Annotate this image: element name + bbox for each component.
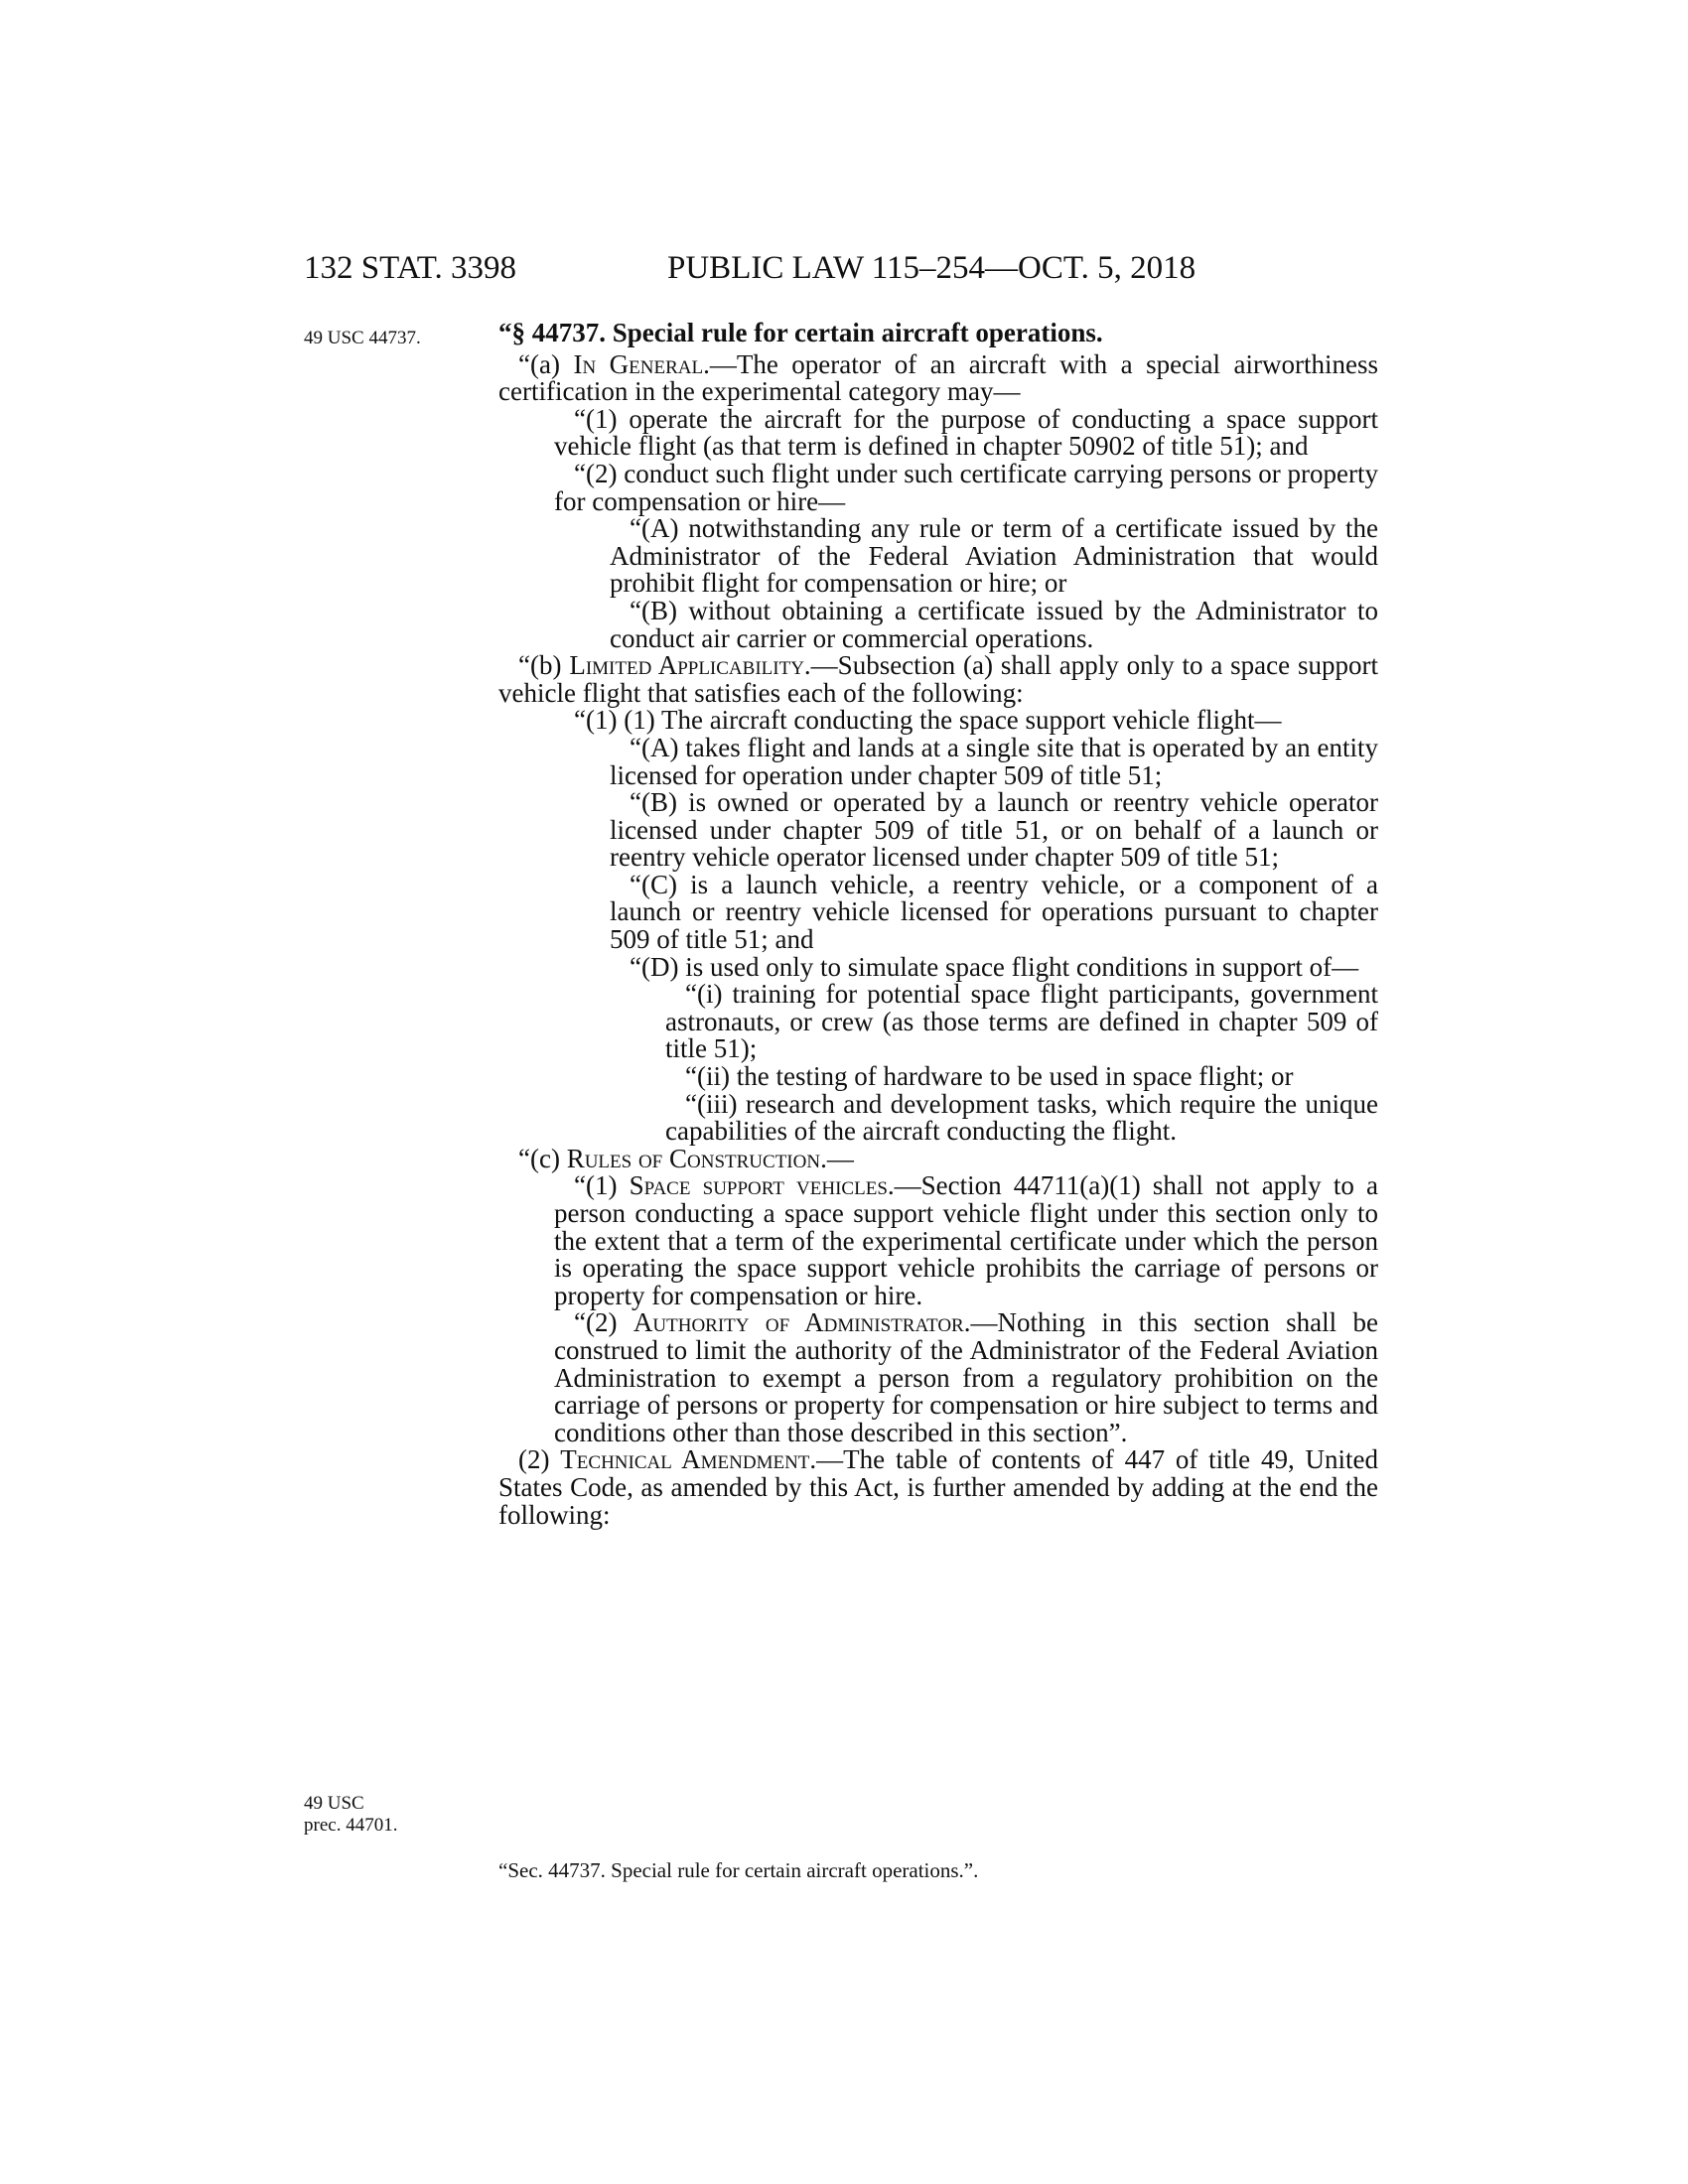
paragraph-c-1 xyxy=(498,1172,1378,1309)
subparagraph-a-2-B: “(B) without obtaining a certificate issued by the Administrator to conduct air carrier or commercial operations. xyxy=(610,595,1378,653)
subparagraph-b-A: “(A) takes flight and lands at a single site that is operated by an entity licensed for operation under chapter 509 of title 51; xyxy=(610,732,1378,790)
amendment-text: .—The table of contents of 447 of title 49, United States Code, as amended by this Act, is further amended by adding at the end the following: xyxy=(498,1444,1379,1530)
paragraph-a-2: “(2) conduct such flight under such certificate carrying persons or property for compensation or hire— xyxy=(554,458,1378,516)
statute-page-number: 132 STAT. 3398 xyxy=(304,250,517,286)
body-text xyxy=(498,320,1378,1529)
subsection-text: .—The operator of an aircraft with a special airworthiness certification in the experimental category may— xyxy=(498,348,1379,407)
subsection-b xyxy=(498,652,1378,707)
subparagraph-b-B: “(B) is owned or operated by a launch or reentry vehicle operator licensed under chapter 509 of title 51, or on behalf of a launch or reentry vehicle operator licensed under chapter 509 of title 51; xyxy=(610,787,1378,873)
subparagraph-b-C: “(C) is a launch vehicle, a reentry vehicle, or a component of a launch or reentry vehicle licensed for operations pursuant to chapter 509 of title 51; and xyxy=(610,869,1378,955)
margin-note-line: prec. 44701. xyxy=(304,1815,398,1836)
subsection-prefix: “(a) xyxy=(518,348,574,379)
margin-note-line: 49 USC xyxy=(304,1793,364,1814)
page-header xyxy=(304,250,1217,290)
paragraph-text: .—Nothing in this section shall be construed to limit the authority of the Administrator of the Federal Aviation Administration to exempt a person from a regulatory prohibition on the carriage of persons or property for compensation or hire subject to terms and conditions other than those described in this section”. xyxy=(554,1307,1378,1447)
table-of-contents-entry: “Sec. 44737. Special rule for certain aircraft operations.”. xyxy=(498,1858,979,1882)
clause-b-i: “(i) training for potential space flight participants, government astronauts, or crew (as those terms are defined in chapter 509 of title 51); xyxy=(665,979,1378,1064)
subsection-c xyxy=(498,1143,1378,1173)
clause-b-ii: “(ii) the testing of hardware to be used in space flight; or xyxy=(685,1061,1294,1092)
subsection-text: .— xyxy=(820,1143,854,1173)
margin-note-usc-44737: 49 USC 44737. xyxy=(304,328,421,348)
subsection-a xyxy=(498,348,1379,407)
clause-b-iii: “(iii) research and development tasks, which require the unique capabilities of the aircraft conducting the flight. xyxy=(665,1088,1378,1147)
amendment-prefix: (2) xyxy=(518,1444,561,1475)
section-heading: “§ 44737. Special rule for certain aircraft operations. xyxy=(498,318,1103,347)
paragraph-a-1: “(1) operate the aircraft for the purpose of conducting a space support vehicle flight (as that term is defined in chapter 50902 of title 51); and xyxy=(554,403,1378,462)
paragraph-caption: Authority of Administrator xyxy=(633,1307,964,1338)
subsection-text: .—Subsection (a) shall apply only to a space support vehicle flight that satisfies each of the following: xyxy=(498,650,1378,708)
subsection-caption: In General xyxy=(573,348,704,379)
public-law-title: PUBLIC LAW 115–254—OCT. 5, 2018 xyxy=(667,250,1196,286)
paragraph-caption: Space support vehicles xyxy=(629,1170,888,1201)
paragraph-b-1: “(1) (1) The aircraft conducting the space support vehicle flight— xyxy=(574,705,1282,736)
technical-amendment xyxy=(498,1446,1378,1529)
subsection-caption: Limited Applicability xyxy=(569,650,804,681)
paragraph-c-2 xyxy=(498,1309,1378,1446)
subparagraph-b-D: “(D) is used only to simulate space flight conditions in support of— xyxy=(630,951,1359,982)
subsection-caption: Rules of Construction xyxy=(566,1143,821,1173)
subsection-prefix: “(b) xyxy=(518,650,570,681)
subsection-prefix: “(c) xyxy=(518,1143,567,1173)
paragraph-prefix: “(2) xyxy=(574,1307,633,1338)
paragraph-prefix: “(1) xyxy=(574,1170,630,1201)
margin-note-usc-prec xyxy=(304,1793,397,1837)
paragraph-text: .—Section 44711(a)(1) shall not apply to a person conducting a space support vehicle flight under this section only to the extent that a term of the experimental certificate under which the person is operating the space support vehicle prohibits the carriage of persons or property for compensation or hire. xyxy=(554,1170,1378,1310)
subparagraph-a-2-A: “(A) notwithstanding any rule or term of a certificate issued by the Administrator of the Federal Aviation Administration that would prohibit flight for compensation or hire; or xyxy=(610,513,1378,599)
amendment-caption: Technical Amendment xyxy=(560,1444,810,1475)
